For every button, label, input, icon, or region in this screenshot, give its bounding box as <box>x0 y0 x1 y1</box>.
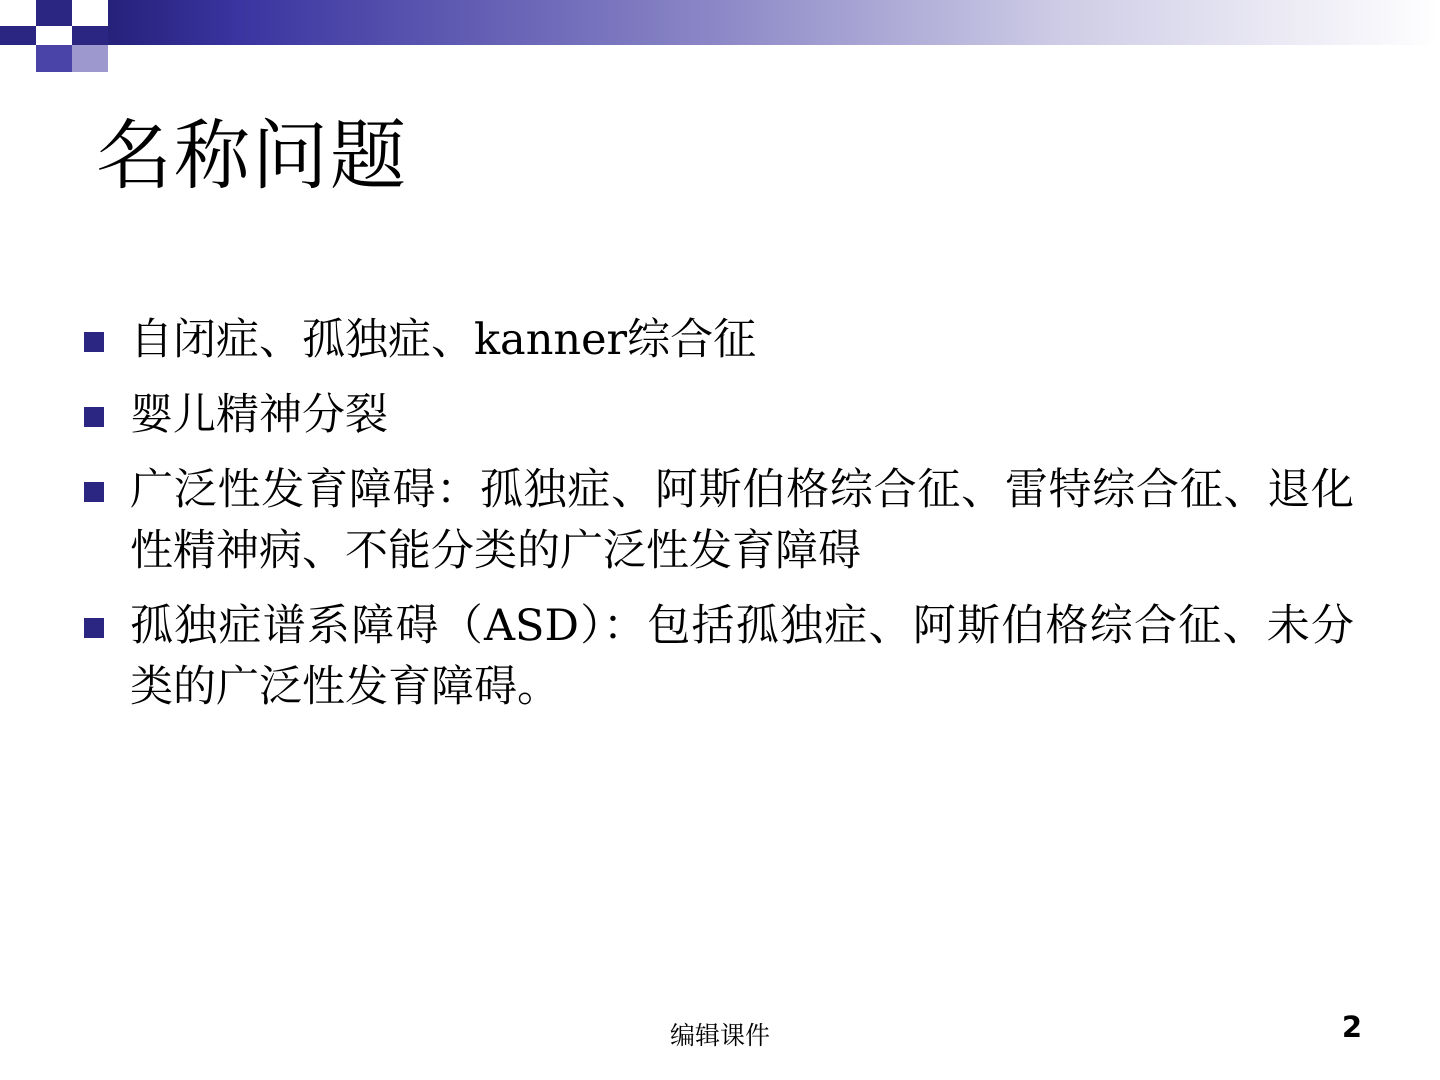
list-item <box>84 596 1354 718</box>
square-bullet-icon <box>84 407 104 427</box>
list-item-text: 广泛性发育障碍：孤独症、阿斯伯格综合征、雷特综合征、退化性精神病、不能分类的广泛性发育障碍 <box>130 465 1354 577</box>
banner-square-9 <box>108 45 144 72</box>
page-title: 名称问题 <box>96 111 408 200</box>
banner-lower-strip <box>108 45 1440 72</box>
list-item-text: 孤独症谱系障碍（ASD）：包括孤独症、阿斯伯格综合征、未分类的广泛性发育障碍。 <box>130 601 1354 713</box>
list-item <box>84 460 1354 582</box>
banner-square-6 <box>72 26 108 45</box>
square-bullet-icon <box>84 618 104 638</box>
list-item <box>84 310 1354 371</box>
banner-square-7 <box>36 45 72 72</box>
list-item-text: 自闭症、孤独症、kanner综合征 <box>130 315 757 365</box>
footer-note: 编辑课件 <box>669 1021 770 1050</box>
square-bullet-icon <box>84 332 104 352</box>
banner-square-4 <box>0 26 36 45</box>
list-item <box>84 385 1354 446</box>
banner-square-8 <box>72 45 108 72</box>
banner-square-3 <box>72 0 108 26</box>
banner-gradient-bar <box>108 0 1440 45</box>
banner-square-5 <box>36 26 72 45</box>
banner-square-1 <box>0 0 36 26</box>
bullet-list <box>84 310 1354 732</box>
page-number: 2 <box>1341 1010 1362 1044</box>
slide-header-banner <box>0 0 1440 72</box>
square-bullet-icon <box>84 482 104 502</box>
list-item-text: 婴儿精神分裂 <box>130 390 388 441</box>
banner-square-2 <box>36 0 72 26</box>
